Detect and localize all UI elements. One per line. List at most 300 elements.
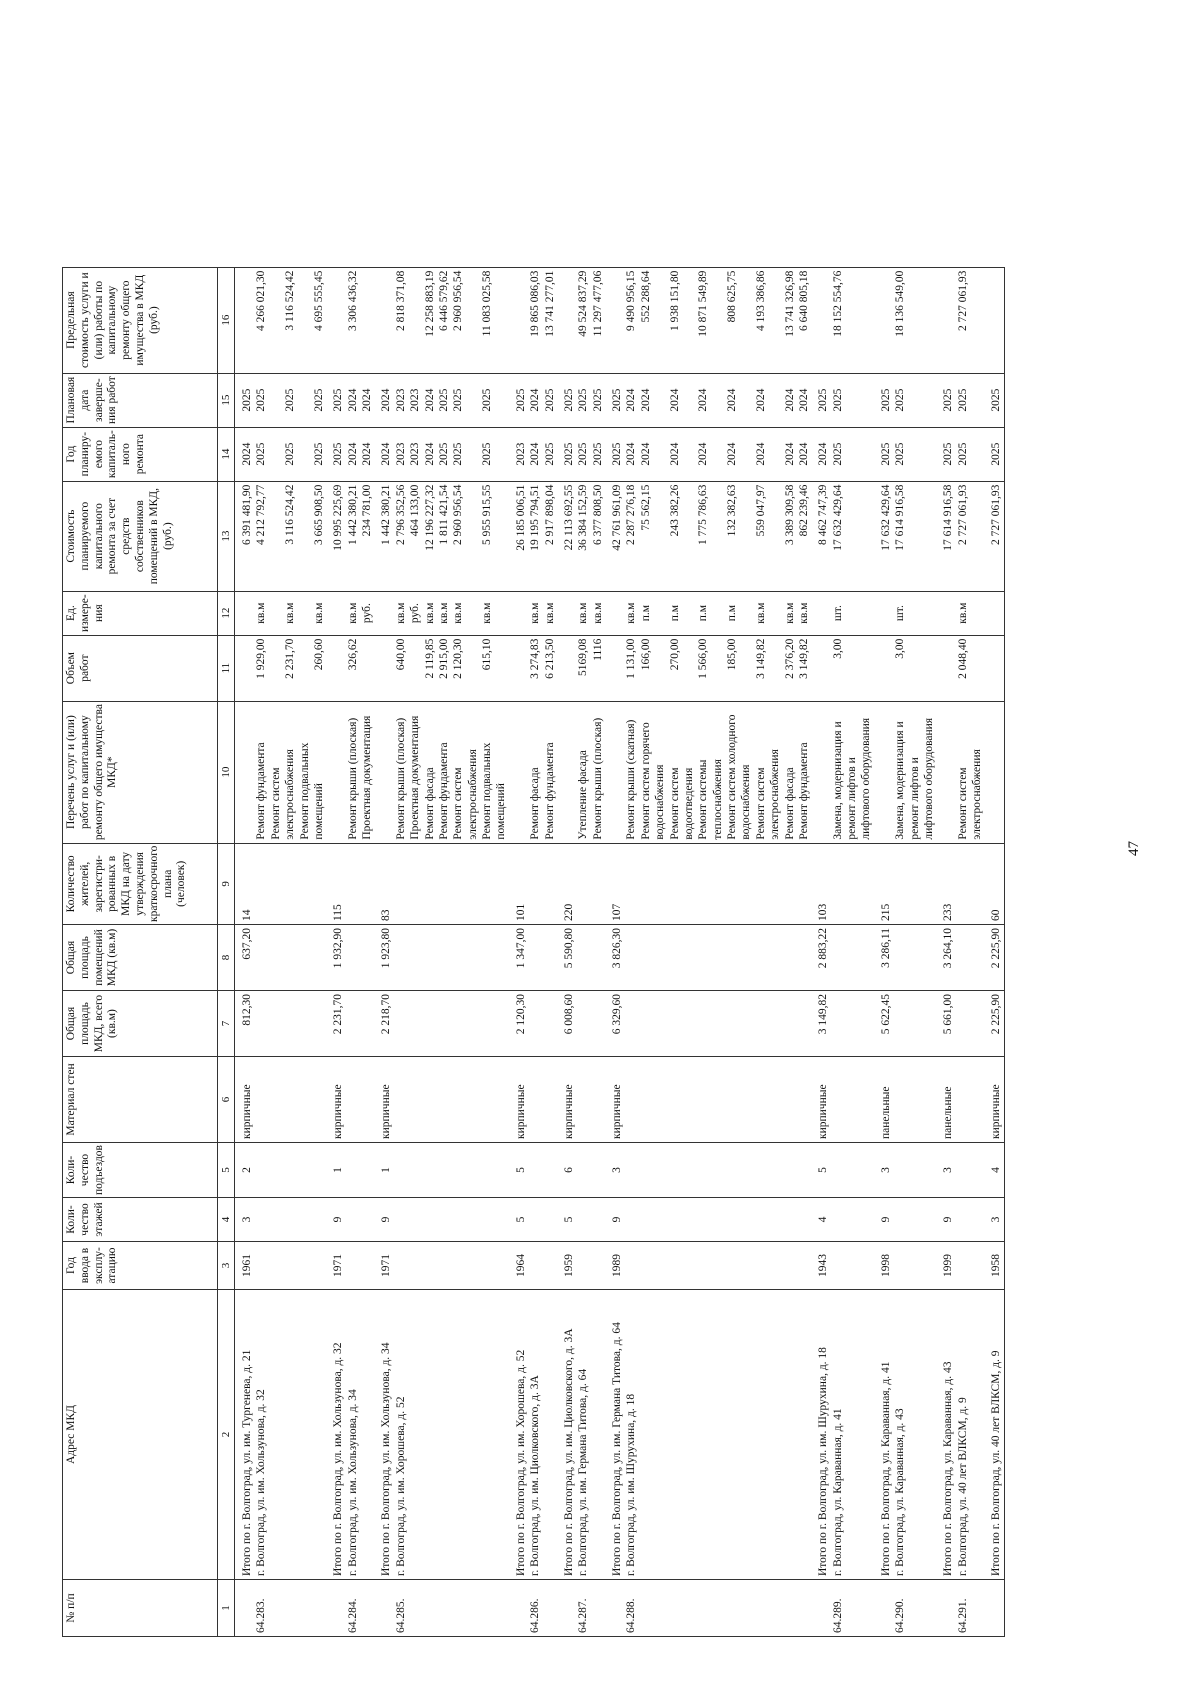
table-cell: 18 136 549,00 [893,267,936,373]
table-cell [528,1057,557,1143]
table-cell: 2025 [811,373,830,427]
table-cell: 2024 [374,427,393,481]
table-cell: 3 [984,1198,1004,1242]
column-number: 5 [218,1143,235,1198]
table-cell: Замена, модернизация и ремонт лифтов и лифтового оборудования [831,701,874,843]
table-cell [374,591,393,635]
table-cell: 9 [936,1198,955,1242]
table-cell: г. Волгоград, ул. Караванная, д. 41 [831,1290,874,1580]
table-cell [956,843,985,924]
table-cell [874,267,893,373]
table-cell [831,1143,874,1198]
table-cell: 4 [984,1143,1004,1198]
table-cell: 3 264,10 [936,925,955,991]
table-row-total [936,267,955,1636]
table-row-total [605,267,624,1636]
column-number: 2 [218,1290,235,1580]
table-cell: 2025 [936,427,955,481]
table-cell: 233 [936,843,955,924]
table-cell: 64.285. [394,1580,509,1637]
table-cell: 4 212 792,77 3 116 524,42 3 665 908,50 [254,481,326,591]
table-cell: 4 [811,1198,830,1242]
table-cell: 10 995 225,69 [326,481,345,591]
table-cell: 2 727 061,93 [956,481,985,591]
table-cell: 5 622,45 [874,991,893,1057]
table-cell: кирпичные [235,1057,255,1143]
table-cell [984,1580,1004,1637]
table-cell: 1964 [509,1242,528,1290]
table-cell: 2023 [509,427,528,481]
table-cell: 2025 [235,373,255,427]
table-row-total [811,267,830,1636]
table-cell [394,1242,509,1290]
table-cell: 1998 [874,1242,893,1290]
table-cell [557,591,576,635]
column-number: 16 [218,267,235,373]
table-cell: кирпичные [605,1057,624,1143]
table-cell [394,1198,509,1242]
column-number: 11 [218,635,235,701]
table-cell [326,591,345,635]
table-cell [576,991,605,1057]
table-row-total [509,267,528,1636]
table-cell [624,1242,811,1290]
table-cell [374,701,393,843]
table-row [893,267,936,1636]
table-row-total [557,267,576,1636]
table-cell [326,635,345,701]
table-cell: 64.287. [576,1580,605,1637]
table-cell: 2024 [811,427,830,481]
table-cell: 3,00 [893,635,936,701]
column-number: 13 [218,481,235,591]
table-cell: кв.м [956,591,985,635]
table-cell: 1959 [557,1242,576,1290]
table-cell [893,1057,936,1143]
table-row [528,267,557,1636]
table-cell [624,1198,811,1242]
table-cell: 1 923,80 [374,925,393,991]
table-cell: 107 [605,843,624,924]
table-cell [576,925,605,991]
table-cell [576,1143,605,1198]
table-cell [605,267,624,373]
table-cell: 115 [326,843,345,924]
table-cell: 3 286,11 [874,925,893,991]
header-cell: Плановая дата заверше-ния работ [63,373,218,427]
table-cell: 2024 2024 [346,373,375,427]
table-row-total [374,267,393,1636]
table-cell [605,701,624,843]
table-cell: кв.м п.м п.м п.м п.м кв.м кв.м кв.м [624,591,811,635]
table-cell [254,843,326,924]
table-row [956,267,985,1636]
table-cell [624,991,811,1057]
table-cell: 2025 2025 2025 [254,373,326,427]
repair-plan-table [62,267,1005,1637]
table-cell: 6 [557,1143,576,1198]
column-number: 3 [218,1242,235,1290]
table-cell: 2 796 352,56 464 133,00 12 196 227,32 1 811 421,54 2 960 956,54 5 955 915,55 [394,481,509,591]
table-cell [374,635,393,701]
table-cell [346,1242,375,1290]
table-cell: г. Волгоград, ул. им. Циолковского, д. 3А [528,1290,557,1580]
header-cell: Объем работ [63,635,218,701]
header-cell: Перечень услуг и (или) работ по капитальному ремонту общего имущества МКД* [63,701,218,843]
table-cell [346,1057,375,1143]
header-cell: Общая площадь помещений МКД (кв.м) [63,925,218,991]
table-cell: 2024 2024 [346,427,375,481]
table-cell [811,591,830,635]
table-cell [374,267,393,373]
table-cell: 3 [605,1143,624,1198]
table-cell: 2025 [557,373,576,427]
table-cell: Замена, модернизация и ремонт лифтов и лифтового оборудования [893,701,936,843]
table-cell: 2024 2025 [528,427,557,481]
header-cell: Количество жителей, зарегистри-рованных в МКД на дату утверждения краткосрочного плана (человек) [63,843,218,924]
table-cell [936,1580,955,1637]
table-cell: 2025 [893,427,936,481]
table-cell: 2 818 371,08 12 258 883,19 6 446 579,62 2 960 956,54 11 083 025,58 [394,267,509,373]
table-cell: 2025 [605,373,624,427]
table-cell [254,925,326,991]
table-cell [956,1057,985,1143]
column-number-row [218,267,235,1636]
table-cell: шт. [893,591,936,635]
table-cell [394,925,509,991]
table-cell: 2025 2025 2025 [254,427,326,481]
table-cell [254,1143,326,1198]
table-cell: 215 [874,843,893,924]
table-cell: Итого по г. Волгоград, ул. им. Хользунова, д. 34 [374,1290,393,1580]
table-cell [936,701,955,843]
table-cell: 1 929,00 2 231,70 260,60 [254,635,326,701]
table-cell [936,591,955,635]
table-cell [874,635,893,701]
table-cell [394,1143,509,1198]
table-cell: Утепление фасада Ремонт крыши (плоская) [576,701,605,843]
table-cell [874,1580,893,1637]
table-cell: 2023 2023 2024 2025 2025 2025 [394,427,509,481]
table-cell: 2023 2023 2024 2025 2025 2025 [394,373,509,427]
table-cell [235,591,255,635]
table-cell: г. Волгоград, ул. им. Хорошева, д. 52 [394,1290,509,1580]
table-cell: 42 761 961,09 [605,481,624,591]
table-cell [394,843,509,924]
table-cell: 17 614 916,58 [936,481,955,591]
table-cell [326,267,345,373]
table-cell [509,591,528,635]
table-cell [893,1198,936,1242]
table-cell: 9 [605,1198,624,1242]
table-cell [528,1198,557,1242]
table-cell [811,267,830,373]
table-cell: 14 [235,843,255,924]
table-cell: 2024 [235,427,255,481]
column-number: 9 [218,843,235,924]
table-cell: 1 442 380,21 [374,481,393,591]
page-number: 47 [1126,841,1142,856]
table-cell [346,925,375,991]
table-cell: 220 [557,843,576,924]
table-cell [528,1143,557,1198]
header-cell: Коли-чество этажей [63,1198,218,1242]
table-cell: 5 [557,1198,576,1242]
table-cell [605,635,624,701]
table-cell: 2024 2024 2024 2024 2024 2024 2024 2024 [624,427,811,481]
table-cell [956,925,985,991]
table-cell: кв.м кв.м [576,591,605,635]
table-cell: 6 329,60 [605,991,624,1057]
table-cell [984,591,1004,635]
header-cell: Материал стен [63,1057,218,1143]
table-cell: 6 008,60 [557,991,576,1057]
table-cell: 1 442 380,21 234 781,00 [346,481,375,591]
table-cell: 2025 2025 [576,373,605,427]
table-cell: Итого по г. Волгоград, ул. Караванная, д. 43 [936,1290,955,1580]
table-cell [394,1057,509,1143]
table-cell: 2024 [374,373,393,427]
table-cell: 17 614 916,58 [893,481,936,591]
table-cell: 1958 [984,1242,1004,1290]
column-number: 1 [218,1580,235,1637]
table-cell [831,1057,874,1143]
table-row [346,267,375,1636]
table-cell [811,1580,830,1637]
table-cell: кирпичные [374,1057,393,1143]
table-cell: 1 [326,1143,345,1198]
table-cell: 2 [235,1143,255,1198]
table-cell: 2025 [956,427,985,481]
table-cell: 640,00 2 119,85 2 915,00 2 120,30 615,10 [394,635,509,701]
table-cell: 3 [936,1143,955,1198]
table-cell: 5 590,80 [557,925,576,991]
table-cell: Итого по г. Волгоград, ул. 40 лет ВЛКСМ, д. 9 [984,1290,1004,1580]
table-cell [984,267,1004,373]
table-cell [254,991,326,1057]
table-cell: 2025 [984,427,1004,481]
header-cell: Коли-чество подъездов [63,1143,218,1198]
table-cell: 2 727 061,93 [956,267,985,373]
table-cell: Итого по г. Волгоград, ул. им. Тургенева, д. 21 [235,1290,255,1580]
table-cell: кирпичные [509,1057,528,1143]
table-cell: 637,20 [235,925,255,991]
table-cell: г. Волгоград, ул. 40 лет ВЛКСМ, д. 9 [956,1290,985,1580]
table-cell: Итого по г. Волгоград, ул. им. Германа Титова, д. 64 [605,1290,624,1580]
table-cell: 49 524 837,29 11 297 477,06 [576,267,605,373]
table-cell [346,991,375,1057]
table-cell [235,1580,255,1637]
table-cell [254,1057,326,1143]
header-row [63,267,218,1636]
table-cell: 3 826,30 [605,925,624,991]
table-cell: кирпичные [811,1057,830,1143]
table-cell: 2025 [605,427,624,481]
table-cell: 1 [374,1143,393,1198]
table-cell [984,635,1004,701]
table-cell: 18 152 554,76 [831,267,874,373]
table-cell: 5 [509,1143,528,1198]
table-cell: 22 113 692,55 [557,481,576,591]
table-cell: 1 932,90 [326,925,345,991]
table-cell: Итого по г. Волгоград, ул. им. Циолковского, д. 3А [557,1290,576,1580]
table-cell: 2 727 061,93 [984,481,1004,591]
table-cell: 17 632 429,64 [874,481,893,591]
table-cell [509,635,528,701]
table-cell [235,701,255,843]
table-cell: 64.284. [346,1580,375,1637]
table-cell [956,1198,985,1242]
header-cell: Предельная стоимость услуги и (или) работы по капитальному ремонту общего имущества в МКД (руб.) [63,267,218,373]
table-cell [576,1242,605,1290]
table-cell: шт. [831,591,874,635]
table-cell: 3 274,83 6 213,50 [528,635,557,701]
table-cell: кирпичные [984,1057,1004,1143]
table-row [576,267,605,1636]
table-cell: 2 218,70 [374,991,393,1057]
table-cell [346,1143,375,1198]
table-cell [831,1198,874,1242]
column-number: 7 [218,991,235,1057]
table-body [235,267,1005,1636]
table-cell: Ремонт фасада Ремонт фундамента [528,701,557,843]
table-cell [893,991,936,1057]
table-cell: 8 462 747,39 [811,481,830,591]
table-cell: 3 306 436,32 [346,267,375,373]
table-cell: 103 [811,843,830,924]
table-cell [831,925,874,991]
table-cell: 64.291. [956,1580,985,1637]
table-cell: 2025 [984,373,1004,427]
table-cell: 101 [509,843,528,924]
table-cell [576,1198,605,1242]
table-cell: панельные [874,1057,893,1143]
table-cell [254,1198,326,1242]
table-cell: 64.288. [624,1580,811,1637]
table-cell: 17 632 429,64 [831,481,874,591]
column-number: 10 [218,701,235,843]
table-cell: 64.289. [831,1580,874,1637]
table-cell [528,925,557,991]
table-cell: 64.283. [254,1580,326,1637]
table-cell: 26 185 006,51 [509,481,528,591]
table-cell: 2025 [831,427,874,481]
table-cell [831,1242,874,1290]
table-cell: г. Волгоград, ул. им. Хользунова, д. 32 [254,1290,326,1580]
table-cell: 36 384 152,59 6 377 808,50 [576,481,605,591]
table-cell [936,635,955,701]
table-cell: 9 [374,1198,393,1242]
table-cell: 2025 [326,373,345,427]
header-cell: Адрес МКД [63,1290,218,1580]
table-cell [235,267,255,373]
table-cell [831,843,874,924]
table-cell [893,843,936,924]
table-cell: 4 266 021,30 3 116 524,42 4 695 555,45 [254,267,326,373]
column-number: 12 [218,591,235,635]
table-cell: 1971 [326,1242,345,1290]
table-cell: 1 131,00 166,00 270,00 1 566,00 185,00 3 149,82 2 376,20 3 149,82 [624,635,811,701]
table-cell [528,991,557,1057]
table-row [624,267,811,1636]
table-row-total [326,267,345,1636]
table-cell: Итого по г. Волгоград, ул. им. Шурухина, д. 18 [811,1290,830,1580]
table-cell: 2025 [893,373,936,427]
table-cell: 19 195 794,51 2 917 898,04 [528,481,557,591]
table-cell: 2025 [326,427,345,481]
table-cell: 2025 [956,373,985,427]
table-cell [235,635,255,701]
table-cell: 5 [509,1198,528,1242]
table-cell [874,701,893,843]
table-cell [509,701,528,843]
table-cell: Итого по г. Волгоград, ул. им. Хорошева, д. 52 [509,1290,528,1580]
table-cell: 3,00 [831,635,874,701]
table-cell [576,1057,605,1143]
table-cell: 5 661,00 [936,991,955,1057]
table-cell: кв.м руб. [346,591,375,635]
table-cell [374,1580,393,1637]
table-cell [956,1242,985,1290]
column-number: 6 [218,1057,235,1143]
table-cell: г. Волгоград, ул. Караванная, д. 43 [893,1290,936,1580]
column-number: 15 [218,373,235,427]
table-cell: г. Волгоград, ул. им. Германа Титова, д. 64 [576,1290,605,1580]
table-row-total [984,267,1004,1636]
table-cell [624,1143,811,1198]
table-cell: г. Волгоград, ул. им. Шурухина, д. 18 [624,1290,811,1580]
table-cell: 2025 2025 [576,427,605,481]
table-row-total [874,267,893,1636]
table-cell: Ремонт крыши (плоская) Проектная документация Ремонт фасада Ремонт фундамента Ремонт систем электроснабжения Ремонт подвальных помещений [394,701,509,843]
table-cell: Ремонт крыши (плоская) Проектная документация [346,701,375,843]
table-row [394,267,509,1636]
table-cell [509,267,528,373]
table-cell: 3 [235,1198,255,1242]
table-cell [811,635,830,701]
table-cell [624,925,811,991]
table-row [254,267,326,1636]
table-cell: 2024 2024 2024 2024 2024 2024 2024 2024 [624,373,811,427]
table-cell: 3 149,82 [811,991,830,1057]
table-cell: 2 287 276,18 75 562,15 243 382,26 1 775 786,63 132 382,63 559 047,97 3 389 309,58 862 239,46 [624,481,811,591]
header-cell: Общая площадь МКД, всего (кв.м) [63,991,218,1057]
table-cell: 2 048,40 [956,635,985,701]
column-number: 14 [218,427,235,481]
table-cell [811,701,830,843]
table-cell: 2025 [557,427,576,481]
table-cell: кв.м кв.м кв.м [254,591,326,635]
table-cell [893,1242,936,1290]
table-cell: 1961 [235,1242,255,1290]
table-cell: 19 865 086,03 13 741 277,01 [528,267,557,373]
table-cell: панельные [936,1057,955,1143]
table-cell [557,267,576,373]
table-cell: 2025 [936,373,955,427]
table-cell: 2 225,90 [984,925,1004,991]
table-cell [254,1242,326,1290]
table-cell [557,701,576,843]
table-cell: Итого по г. Волгоград, ул. им. Хользунова, д. 32 [326,1290,345,1580]
table-cell: 812,30 [235,991,255,1057]
table-cell: Ремонт крыши (скатная) Ремонт систем горячего водоснабжения Ремонт систем водоотведения Ремонт системы теплоснабжения Ремонт систем холодного водоснабжения Ремонт систем электроснабжения Ремонт фасада Ремонт фундамента [624,701,811,843]
table-cell: 1971 [374,1242,393,1290]
table-cell [576,843,605,924]
table-cell: 5 [811,1143,830,1198]
table-cell: 64.290. [893,1580,936,1637]
table-cell [831,991,874,1057]
table-cell [956,1143,985,1198]
